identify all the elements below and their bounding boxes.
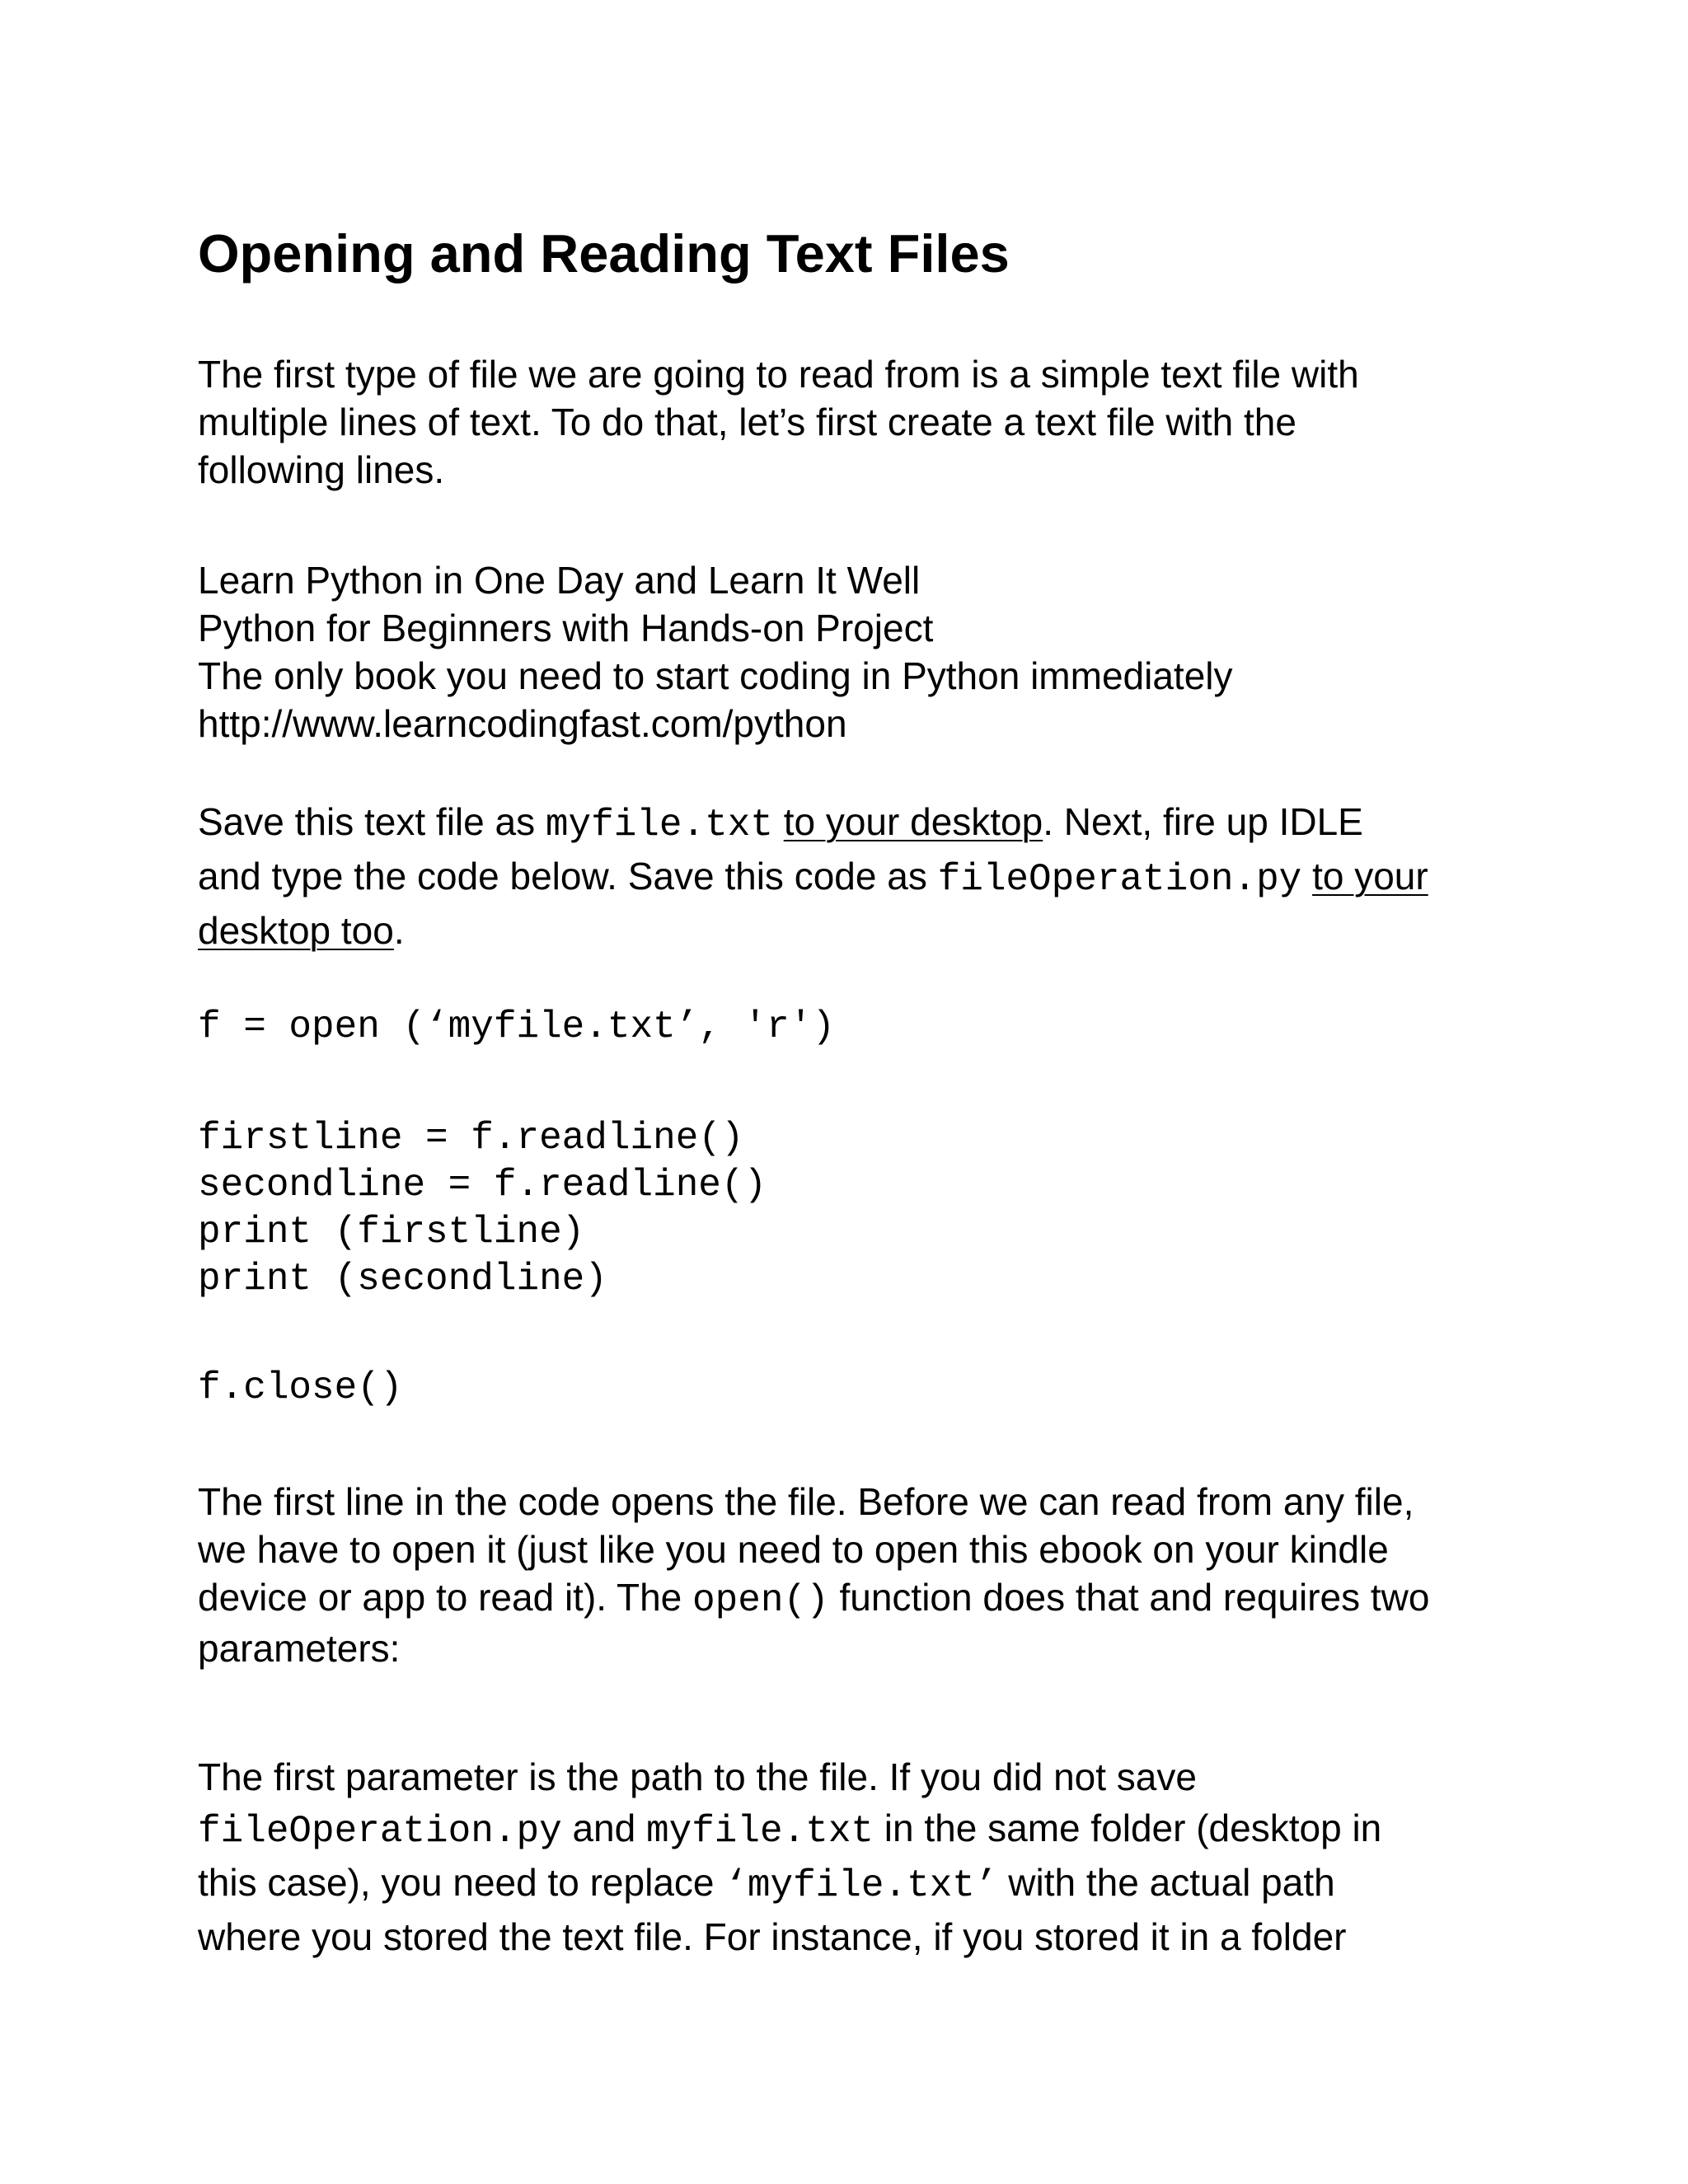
intro-line: multiple lines of text. To do that, let’s first create a text file with the [198, 401, 1296, 443]
sample-file-lines [198, 556, 1508, 748]
intro-line: following lines. [198, 448, 445, 491]
param-paragraph [198, 1751, 1508, 1962]
text-run: and [561, 1807, 646, 1849]
code-line: secondline = f.readline() [198, 1164, 767, 1207]
text-run: with the actual path [997, 1861, 1335, 1904]
text-run: function does that and requires two [828, 1576, 1430, 1619]
text-run: . [393, 909, 405, 952]
filename-code: myfile.txt [545, 804, 773, 846]
param-line [198, 1857, 1508, 1911]
explain-paragraph [198, 1478, 1508, 1672]
save-paragraph [198, 796, 1508, 956]
code-line: print (secondline) [198, 1258, 607, 1301]
explain-line: parameters: [198, 1627, 401, 1670]
save-line-2 [198, 851, 1508, 905]
explain-line [198, 1573, 1508, 1624]
code-line: firstline = f.readline() [198, 1117, 744, 1160]
page-title: Opening and Reading Text Files [198, 223, 1010, 284]
filename-code: myfile.txt [645, 1810, 874, 1853]
save-line-1 [198, 796, 1508, 851]
function-code: open() [692, 1579, 829, 1622]
intro-paragraph [198, 350, 1508, 494]
underlined-text: to your [1312, 855, 1428, 898]
text-run: device or app to read it). The [198, 1576, 693, 1619]
text-run: . Next, fire up IDLE [1043, 800, 1363, 843]
code-read-block [198, 1115, 767, 1303]
text-run [1301, 855, 1312, 898]
sample-line: The only book you need to start coding in Python immediately [198, 654, 1233, 697]
param-line: where you stored the text file. For instance, if you stored it in a folder [198, 1915, 1347, 1958]
code-open-line: f = open (‘myfile.txt’, 'r') [198, 1005, 835, 1048]
explain-line: we have to open it (just like you need to open this ebook on your kindle [198, 1528, 1389, 1571]
sample-line: Python for Beginners with Hands-on Project [198, 607, 934, 649]
text-run: and type the code below. Save this code as [198, 855, 938, 898]
param-line [198, 1802, 1508, 1857]
code-close-line: f.close() [198, 1366, 403, 1409]
text-run: this case), you need to replace [198, 1861, 725, 1904]
sample-line: Learn Python in One Day and Learn It Well [198, 559, 921, 602]
code-line: print (firstline) [198, 1211, 585, 1254]
sample-line: http://www.learncodingfast.com/python [198, 702, 847, 745]
text-run: in the same folder (desktop in [874, 1807, 1382, 1849]
filename-code: fileOperation.py [937, 858, 1302, 901]
param-line: The first parameter is the path to the file. If you did not save [198, 1755, 1197, 1798]
save-line-3 [198, 905, 1508, 956]
filename-code: fileOperation.py [198, 1810, 562, 1853]
underlined-text: desktop too [198, 909, 394, 952]
filename-code: ‘myfile.txt’ [724, 1864, 998, 1907]
intro-line: The first type of file we are going to read from is a simple text file with [198, 353, 1359, 396]
text-run [773, 800, 784, 843]
explain-line: The first line in the code opens the file. Before we can read from any file, [198, 1480, 1414, 1523]
text-run: Save this text file as [198, 800, 546, 843]
underlined-text: to your desktop [783, 800, 1043, 843]
